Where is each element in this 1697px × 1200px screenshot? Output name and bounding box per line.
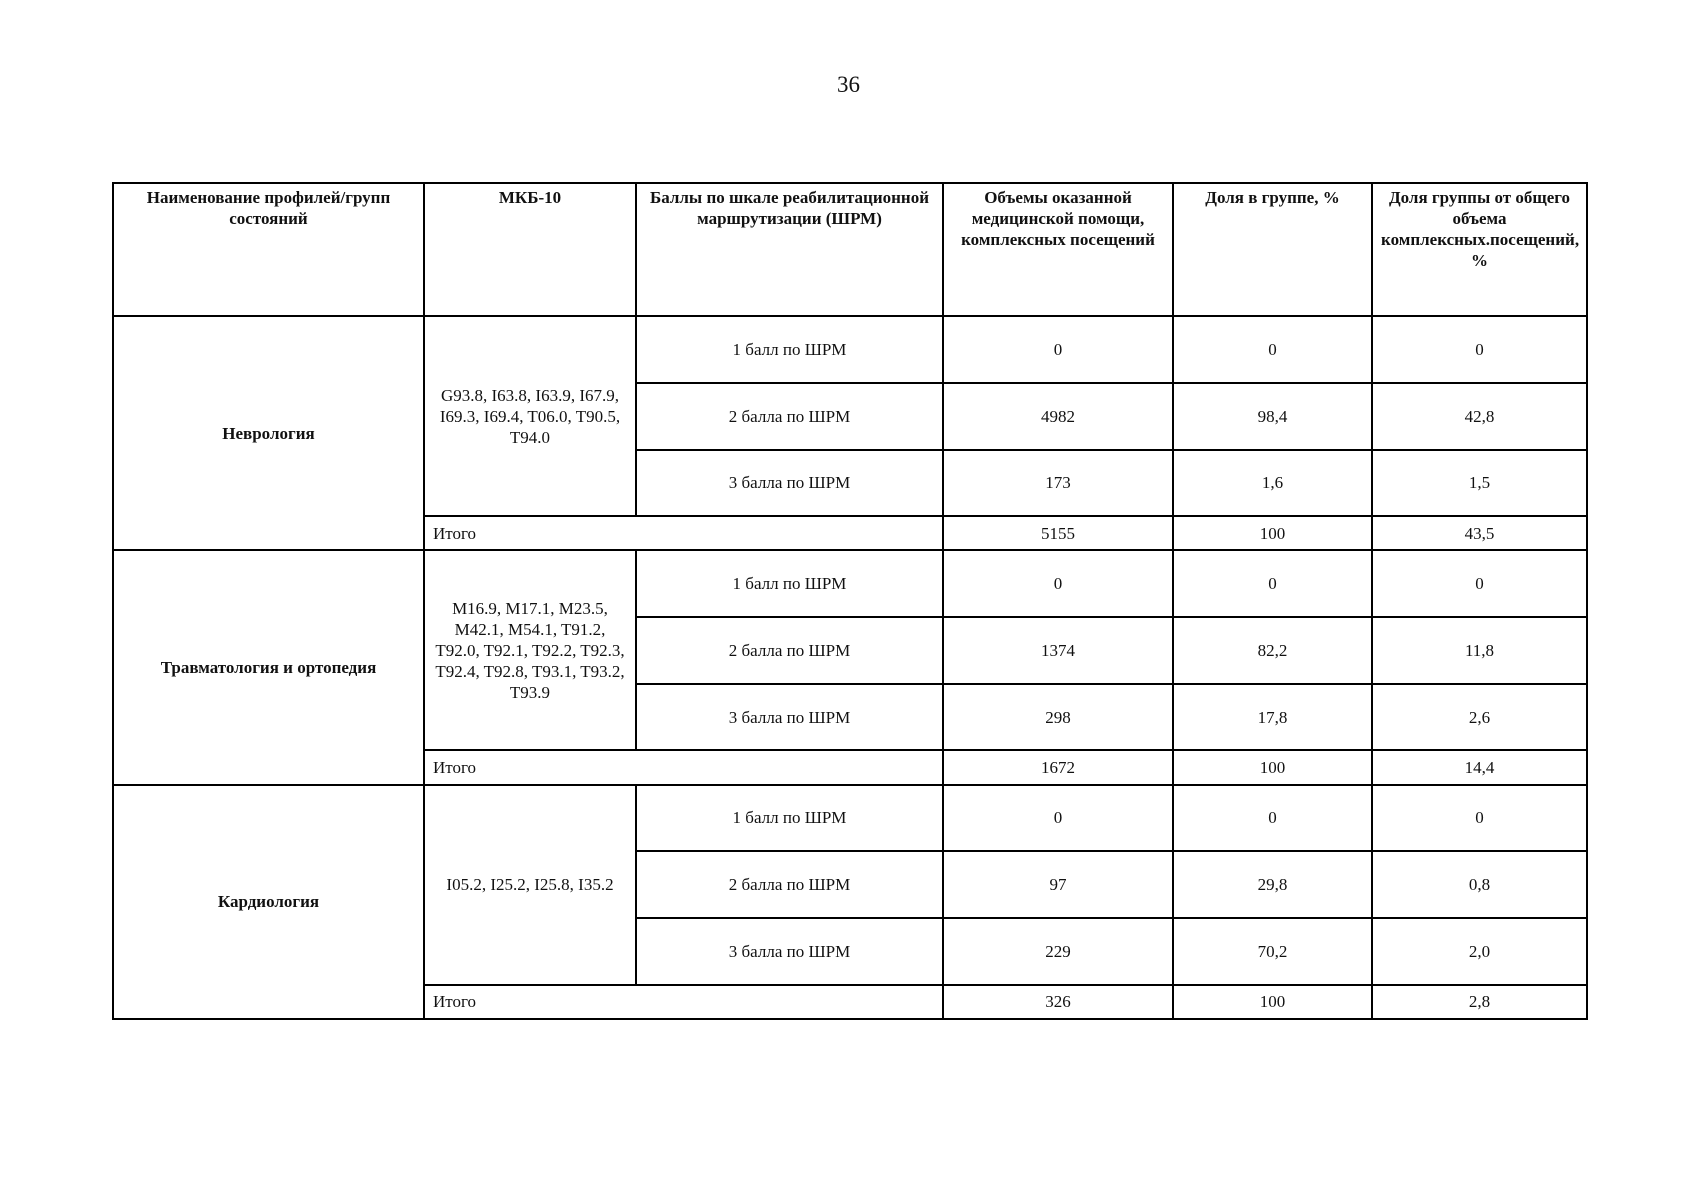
group-name: Неврология xyxy=(113,316,424,550)
score-cell: 3 балла по ШРМ xyxy=(636,450,943,517)
volume-cell: 4982 xyxy=(943,383,1173,450)
share-in-group-cell: 0 xyxy=(1173,785,1372,852)
score-cell: 3 балла по ШРМ xyxy=(636,918,943,985)
header-volume: Объемы оказанной медицинской помощи, комплексных посещений xyxy=(943,183,1173,316)
header-share-total: Доля группы от общего объема комплексных.посещений, % xyxy=(1372,183,1587,316)
score-cell: 2 балла по ШРМ xyxy=(636,851,943,918)
total-volume: 1672 xyxy=(943,750,1173,784)
total-share-in-group: 100 xyxy=(1173,750,1372,784)
header-row xyxy=(113,183,1587,316)
header-score: Баллы по шкале реабилитационной маршрутизации (ШРМ) xyxy=(636,183,943,316)
total-share-total: 43,5 xyxy=(1372,516,1587,550)
share-total-cell: 2,6 xyxy=(1372,684,1587,751)
header-profile: Наименование профилей/групп состояний xyxy=(113,183,424,316)
share-total-cell: 0 xyxy=(1372,785,1587,852)
share-total-cell: 1,5 xyxy=(1372,450,1587,517)
total-label: Итого xyxy=(424,750,943,784)
share-in-group-cell: 29,8 xyxy=(1173,851,1372,918)
share-in-group-cell: 0 xyxy=(1173,316,1372,383)
score-cell: 2 балла по ШРМ xyxy=(636,617,943,684)
total-label: Итого xyxy=(424,516,943,550)
score-cell: 2 балла по ШРМ xyxy=(636,383,943,450)
share-in-group-cell: 82,2 xyxy=(1173,617,1372,684)
share-in-group-cell: 98,4 xyxy=(1173,383,1372,450)
score-cell: 3 балла по ШРМ xyxy=(636,684,943,751)
share-in-group-cell: 0 xyxy=(1173,550,1372,617)
total-share-in-group: 100 xyxy=(1173,985,1372,1019)
score-cell: 1 балл по ШРМ xyxy=(636,550,943,617)
share-in-group-cell: 1,6 xyxy=(1173,450,1372,517)
total-share-total: 14,4 xyxy=(1372,750,1587,784)
icd-codes: G93.8, I63.8, I63.9, I67.9, I69.3, I69.4, T06.0, T90.5, T94.0 xyxy=(424,316,636,516)
share-in-group-cell: 17,8 xyxy=(1173,684,1372,751)
group-name: Травматология и ортопедия xyxy=(113,550,424,784)
total-volume: 326 xyxy=(943,985,1173,1019)
share-in-group-cell: 70,2 xyxy=(1173,918,1372,985)
share-total-cell: 42,8 xyxy=(1372,383,1587,450)
total-share-in-group: 100 xyxy=(1173,516,1372,550)
icd-codes: M16.9, M17.1, M23.5, M42.1, M54.1, T91.2, T92.0, T92.1, T92.2, T92.3, T92.4, T92.8, T93.1, T93.2, T93.9 xyxy=(424,550,636,750)
volume-cell: 229 xyxy=(943,918,1173,985)
share-total-cell: 0 xyxy=(1372,550,1587,617)
total-label: Итого xyxy=(424,985,943,1019)
volume-cell: 0 xyxy=(943,316,1173,383)
share-total-cell: 11,8 xyxy=(1372,617,1587,684)
volume-cell: 173 xyxy=(943,450,1173,517)
page-number: 36 xyxy=(837,72,860,97)
volume-cell: 0 xyxy=(943,550,1173,617)
share-total-cell: 0 xyxy=(1372,316,1587,383)
table-row xyxy=(113,785,1587,852)
score-cell: 1 балл по ШРМ xyxy=(636,316,943,383)
volume-cell: 1374 xyxy=(943,617,1173,684)
total-share-total: 2,8 xyxy=(1372,985,1587,1019)
volume-cell: 97 xyxy=(943,851,1173,918)
table-row xyxy=(113,550,1587,617)
data-table xyxy=(112,182,1588,1020)
header-share-in-group: Доля в группе, % xyxy=(1173,183,1372,316)
group-name: Кардиология xyxy=(113,785,424,1019)
header-icd10: МКБ-10 xyxy=(424,183,636,316)
score-cell: 1 балл по ШРМ xyxy=(636,785,943,852)
icd-codes: I05.2, I25.2, I25.8, I35.2 xyxy=(424,785,636,985)
share-total-cell: 0,8 xyxy=(1372,851,1587,918)
volume-cell: 0 xyxy=(943,785,1173,852)
share-total-cell: 2,0 xyxy=(1372,918,1587,985)
volume-cell: 298 xyxy=(943,684,1173,751)
total-volume: 5155 xyxy=(943,516,1173,550)
table-row xyxy=(113,316,1587,383)
